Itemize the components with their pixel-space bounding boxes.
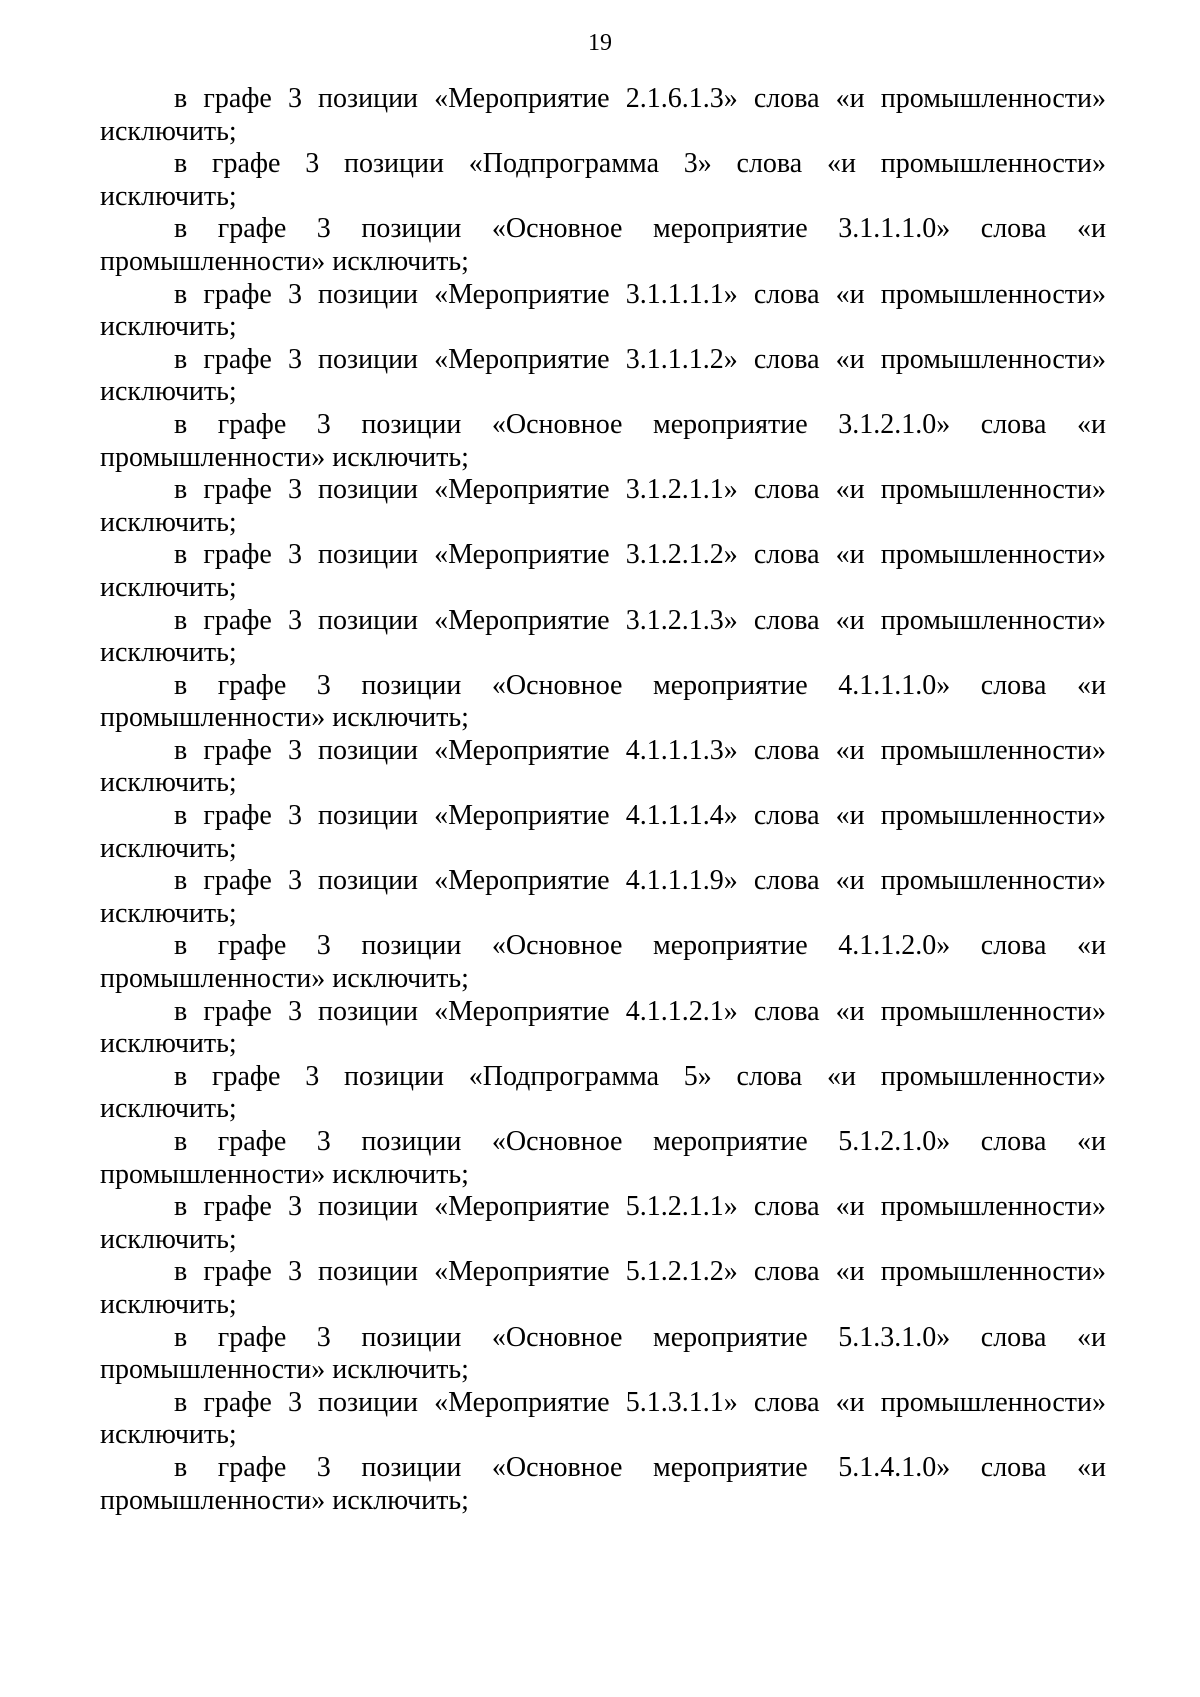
paragraph-continuation-line: промышленности» исключить; [100, 441, 469, 473]
paragraph-continuation-line: исключить; [100, 571, 237, 603]
paragraph-first-line: в графе 3 позиции «Основное мероприятие 4.1.1.1.0» слова «и [174, 669, 1106, 701]
paragraph-continuation-line: исключить; [100, 376, 237, 408]
amendment-paragraph [100, 83, 1106, 148]
amendment-paragraph [100, 1387, 1106, 1452]
paragraph-first-line: в графе 3 позиции «Мероприятие 3.1.2.1.1» слова «и промышленности» [174, 474, 1106, 506]
amendment-paragraph [100, 148, 1106, 213]
paragraph-first-line: в графе 3 позиции «Мероприятие 4.1.1.1.9» слова «и промышленности» [174, 865, 1106, 897]
paragraph-first-line: в графе 3 позиции «Мероприятие 3.1.1.1.2» слова «и промышленности» [174, 343, 1106, 375]
paragraph-continuation-line: исключить; [100, 506, 237, 538]
amendment-paragraph [100, 344, 1106, 409]
paragraph-first-line: в графе 3 позиции «Мероприятие 2.1.6.1.3» слова «и промышленности» [174, 83, 1106, 114]
paragraph-first-line: в графе 3 позиции «Основное мероприятие 5.1.2.1.0» слова «и [174, 1126, 1106, 1157]
amendment-paragraph [100, 1256, 1106, 1321]
paragraph-continuation-line: промышленности» исключить; [100, 1354, 469, 1386]
paragraph-continuation-line: исключить; [100, 1093, 237, 1125]
paragraph-first-line: в графе 3 позиции «Мероприятие 4.1.1.1.4» слова «и промышленности» [174, 800, 1106, 832]
paragraph-first-line: в графе 3 позиции «Мероприятие 5.1.2.1.1» слова «и промышленности» [174, 1191, 1106, 1223]
amendment-paragraph [100, 539, 1106, 604]
amendment-paragraph [100, 213, 1106, 278]
paragraph-first-line: в графе 3 позиции «Основное мероприятие 4.1.1.2.0» слова «и [174, 930, 1106, 962]
amendment-paragraph [100, 279, 1106, 344]
amendment-paragraph [100, 474, 1106, 539]
paragraph-continuation-line: исключить; [100, 767, 237, 799]
paragraph-continuation-line: исключить; [100, 637, 237, 669]
paragraph-continuation-line: исключить; [100, 1223, 237, 1255]
paragraph-first-line: в графе 3 позиции «Основное мероприятие 3.1.1.1.0» слова «и [174, 213, 1106, 245]
paragraph-first-line: в графе 3 позиции «Мероприятие 3.1.1.1.1» слова «и промышленности» [174, 278, 1106, 310]
paragraph-first-line: в графе 3 позиции «Основное мероприятие 5.1.4.1.0» слова «и [174, 1451, 1106, 1483]
paragraph-continuation-line: исключить; [100, 180, 237, 212]
paragraph-continuation-line: исключить; [100, 311, 237, 343]
amendment-paragraph [100, 1322, 1106, 1387]
paragraph-first-line: в графе 3 позиции «Основное мероприятие 5.1.3.1.0» слова «и [174, 1321, 1106, 1353]
amendment-paragraph [100, 930, 1106, 995]
paragraph-continuation-line: исключить; [100, 1288, 237, 1320]
paragraph-continuation-line: промышленности» исключить; [100, 963, 469, 995]
amendment-paragraph [100, 1191, 1106, 1256]
amendment-paragraph [100, 605, 1106, 670]
paragraph-continuation-line: исключить; [100, 1028, 237, 1060]
paragraph-continuation-line: исключить; [100, 897, 237, 929]
amendment-paragraph [100, 735, 1106, 800]
amendment-paragraph [100, 800, 1106, 865]
paragraph-continuation-line: исключить; [100, 832, 237, 864]
paragraph-continuation-line: исключить; [100, 115, 237, 147]
paragraph-continuation-line: промышленности» исключить; [100, 702, 469, 734]
amendment-paragraph [100, 1126, 1106, 1191]
paragraph-first-line: в графе 3 позиции «Мероприятие 4.1.1.2.1» слова «и промышленности» [174, 995, 1106, 1027]
amendment-paragraph [100, 670, 1106, 735]
paragraph-first-line: в графе 3 позиции «Мероприятие 3.1.2.1.3» слова «и промышленности» [174, 604, 1106, 636]
paragraph-continuation-line: промышленности» исключить; [100, 245, 469, 277]
paragraph-first-line: в графе 3 позиции «Основное мероприятие 3.1.2.1.0» слова «и [174, 408, 1106, 440]
page-number: 19 [588, 30, 612, 56]
amendment-paragraph [100, 865, 1106, 930]
paragraph-continuation-line: промышленности» исключить; [100, 1158, 469, 1190]
amendment-paragraph [100, 409, 1106, 474]
amendment-paragraph [100, 1061, 1106, 1126]
amendment-paragraph [100, 1452, 1106, 1517]
paragraph-first-line: в графе 3 позиции «Подпрограмма 3» слова «и промышленности» [174, 148, 1106, 180]
paragraph-first-line: в графе 3 позиции «Мероприятие 4.1.1.1.3» слова «и промышленности» [174, 734, 1106, 766]
amendment-paragraph [100, 996, 1106, 1061]
paragraph-first-line: в графе 3 позиции «Мероприятие 5.1.2.1.2» слова «и промышленности» [174, 1256, 1106, 1288]
paragraph-continuation-line: исключить; [100, 1419, 237, 1451]
paragraph-first-line: в графе 3 позиции «Мероприятие 5.1.3.1.1» слова «и промышленности» [174, 1386, 1106, 1418]
paragraph-first-line: в графе 3 позиции «Подпрограмма 5» слова «и промышленности» [174, 1060, 1106, 1092]
document-body [100, 83, 1106, 1517]
paragraph-first-line: в графе 3 позиции «Мероприятие 3.1.2.1.2» слова «и промышленности» [174, 539, 1106, 571]
paragraph-continuation-line: промышленности» исключить; [100, 1484, 469, 1516]
